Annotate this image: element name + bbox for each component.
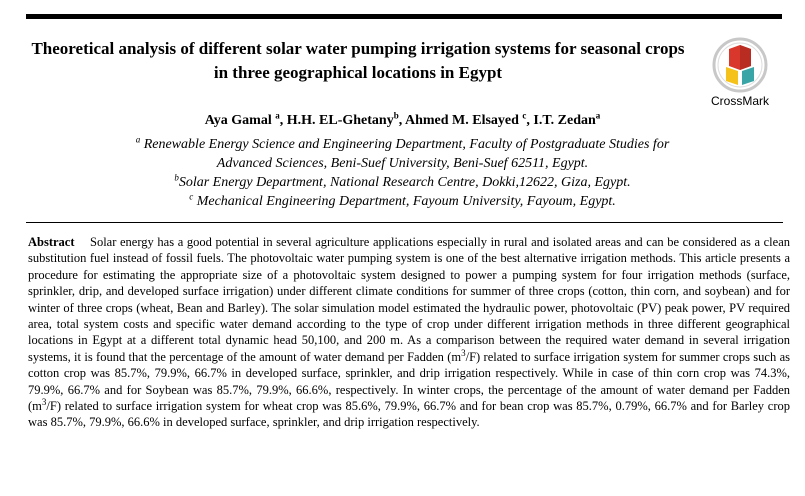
author-name: I.T. Zedan: [533, 113, 596, 128]
affiliation-a: [0, 135, 805, 173]
author-sup: c: [522, 110, 527, 121]
abstract-sup: 3: [41, 396, 47, 407]
header-rule: [26, 14, 782, 19]
author-sup: a: [595, 110, 601, 121]
affiliation-sup: b: [174, 172, 179, 183]
affiliation-text: Mechanical Engineering Department, Fayoum University, Fayoum, Egypt.: [196, 194, 616, 209]
author-sup: a: [275, 110, 280, 121]
affiliation-sup: a: [135, 134, 141, 145]
affiliation-c: [0, 192, 805, 211]
abstract-text: /F) related to surface irrigation system for summer crops such as cotton crop was 85.7%, 79.9%, 66.7% in developed surface, sprinkler, and drip irrigation respectively. While in case of thin corn crop was 74.3%, 79.9%, 66.7% and for Soybean was 85.7%, 79.9%, 66.6%, respectively. In winter crops, the percentage of the amount of water demand per Fadden (m: [28, 349, 790, 414]
crossmark-label: CrossMark: [710, 94, 769, 108]
affiliation-sup: c: [189, 191, 194, 202]
abstract-text: /F) related to surface irrigation system for wheat crop was 85.6%, 79.9%, 66.7% and for bean crop was 85.7%, 0.79%, 66.7% and for Barley crop was 85.7%, 79.9%, 66.6% in developed surface, sprinkler, and drip irrigation respectively.: [28, 399, 790, 430]
section-divider: [26, 222, 783, 223]
affiliation-text: Solar Energy Department, National Research Centre, Dokki,12622, Giza, Egypt.: [178, 175, 631, 190]
author-name: Ahmed M. Elsayed: [404, 113, 519, 128]
abstract-heading: Abstract: [28, 235, 75, 249]
author-name: H.H. EL-Ghetany: [286, 113, 394, 128]
crossmark-badge[interactable]: [705, 37, 775, 109]
paper-title: Theoretical analysis of different solar water pumping irrigation systems for seasonal crops in three geographical locations in Egypt: [31, 39, 685, 82]
abstract-text: Solar energy has a good potential in several agriculture applications especially in rural and isolated areas and can be considered as a clean substitution fuel instead of fossil fuels. The photovoltaic water pumping system is one of the best alternative irrigation methods. This article presents a procedure for estimating the appropriate size of a photovoltaic system designed to power a pumping system for four irrigation methods (surface, sprinkler, drip, and developed surface irrigation) under different climate conditions for summer of three crops (cotton, thin corn, and soybean) and for winter of three crops (wheat, Bean and Barley). The solar simulation model estimated the hydraulic power, photovoltaic (PV) peak power, PV required area, total system costs and specific water demand according to the type of crop under different irrigation methods in three different geographical locations in Egypt at a different total dynamic head 50,100, and 200 m. As a comparison between the required water demand in several irrigation systems, it is found that the percentage of the amount of water demand per Fadden (m: [28, 235, 790, 364]
affiliation-text: Advanced Sciences, Beni-Suef University, Beni-Suef 62511, Egypt.: [216, 156, 589, 171]
author-sup: b: [393, 110, 399, 121]
author-name: Aya Gamal: [204, 113, 272, 128]
author-list: Aya Gamal $^a$, H.H. EL-Ghetany$^b$, Ahmed M. Elsayed $^c$, I.T. Zedan$^a$: [204, 110, 601, 128]
crossmark-icon: [705, 37, 775, 93]
abstract-body: [28, 234, 790, 431]
affiliation-text: Renewable Energy Science and Engineering Department, Faculty of Postgraduate Studies for: [143, 137, 670, 152]
abstract-sup: 3: [461, 347, 466, 358]
affiliation-b: [0, 173, 805, 192]
